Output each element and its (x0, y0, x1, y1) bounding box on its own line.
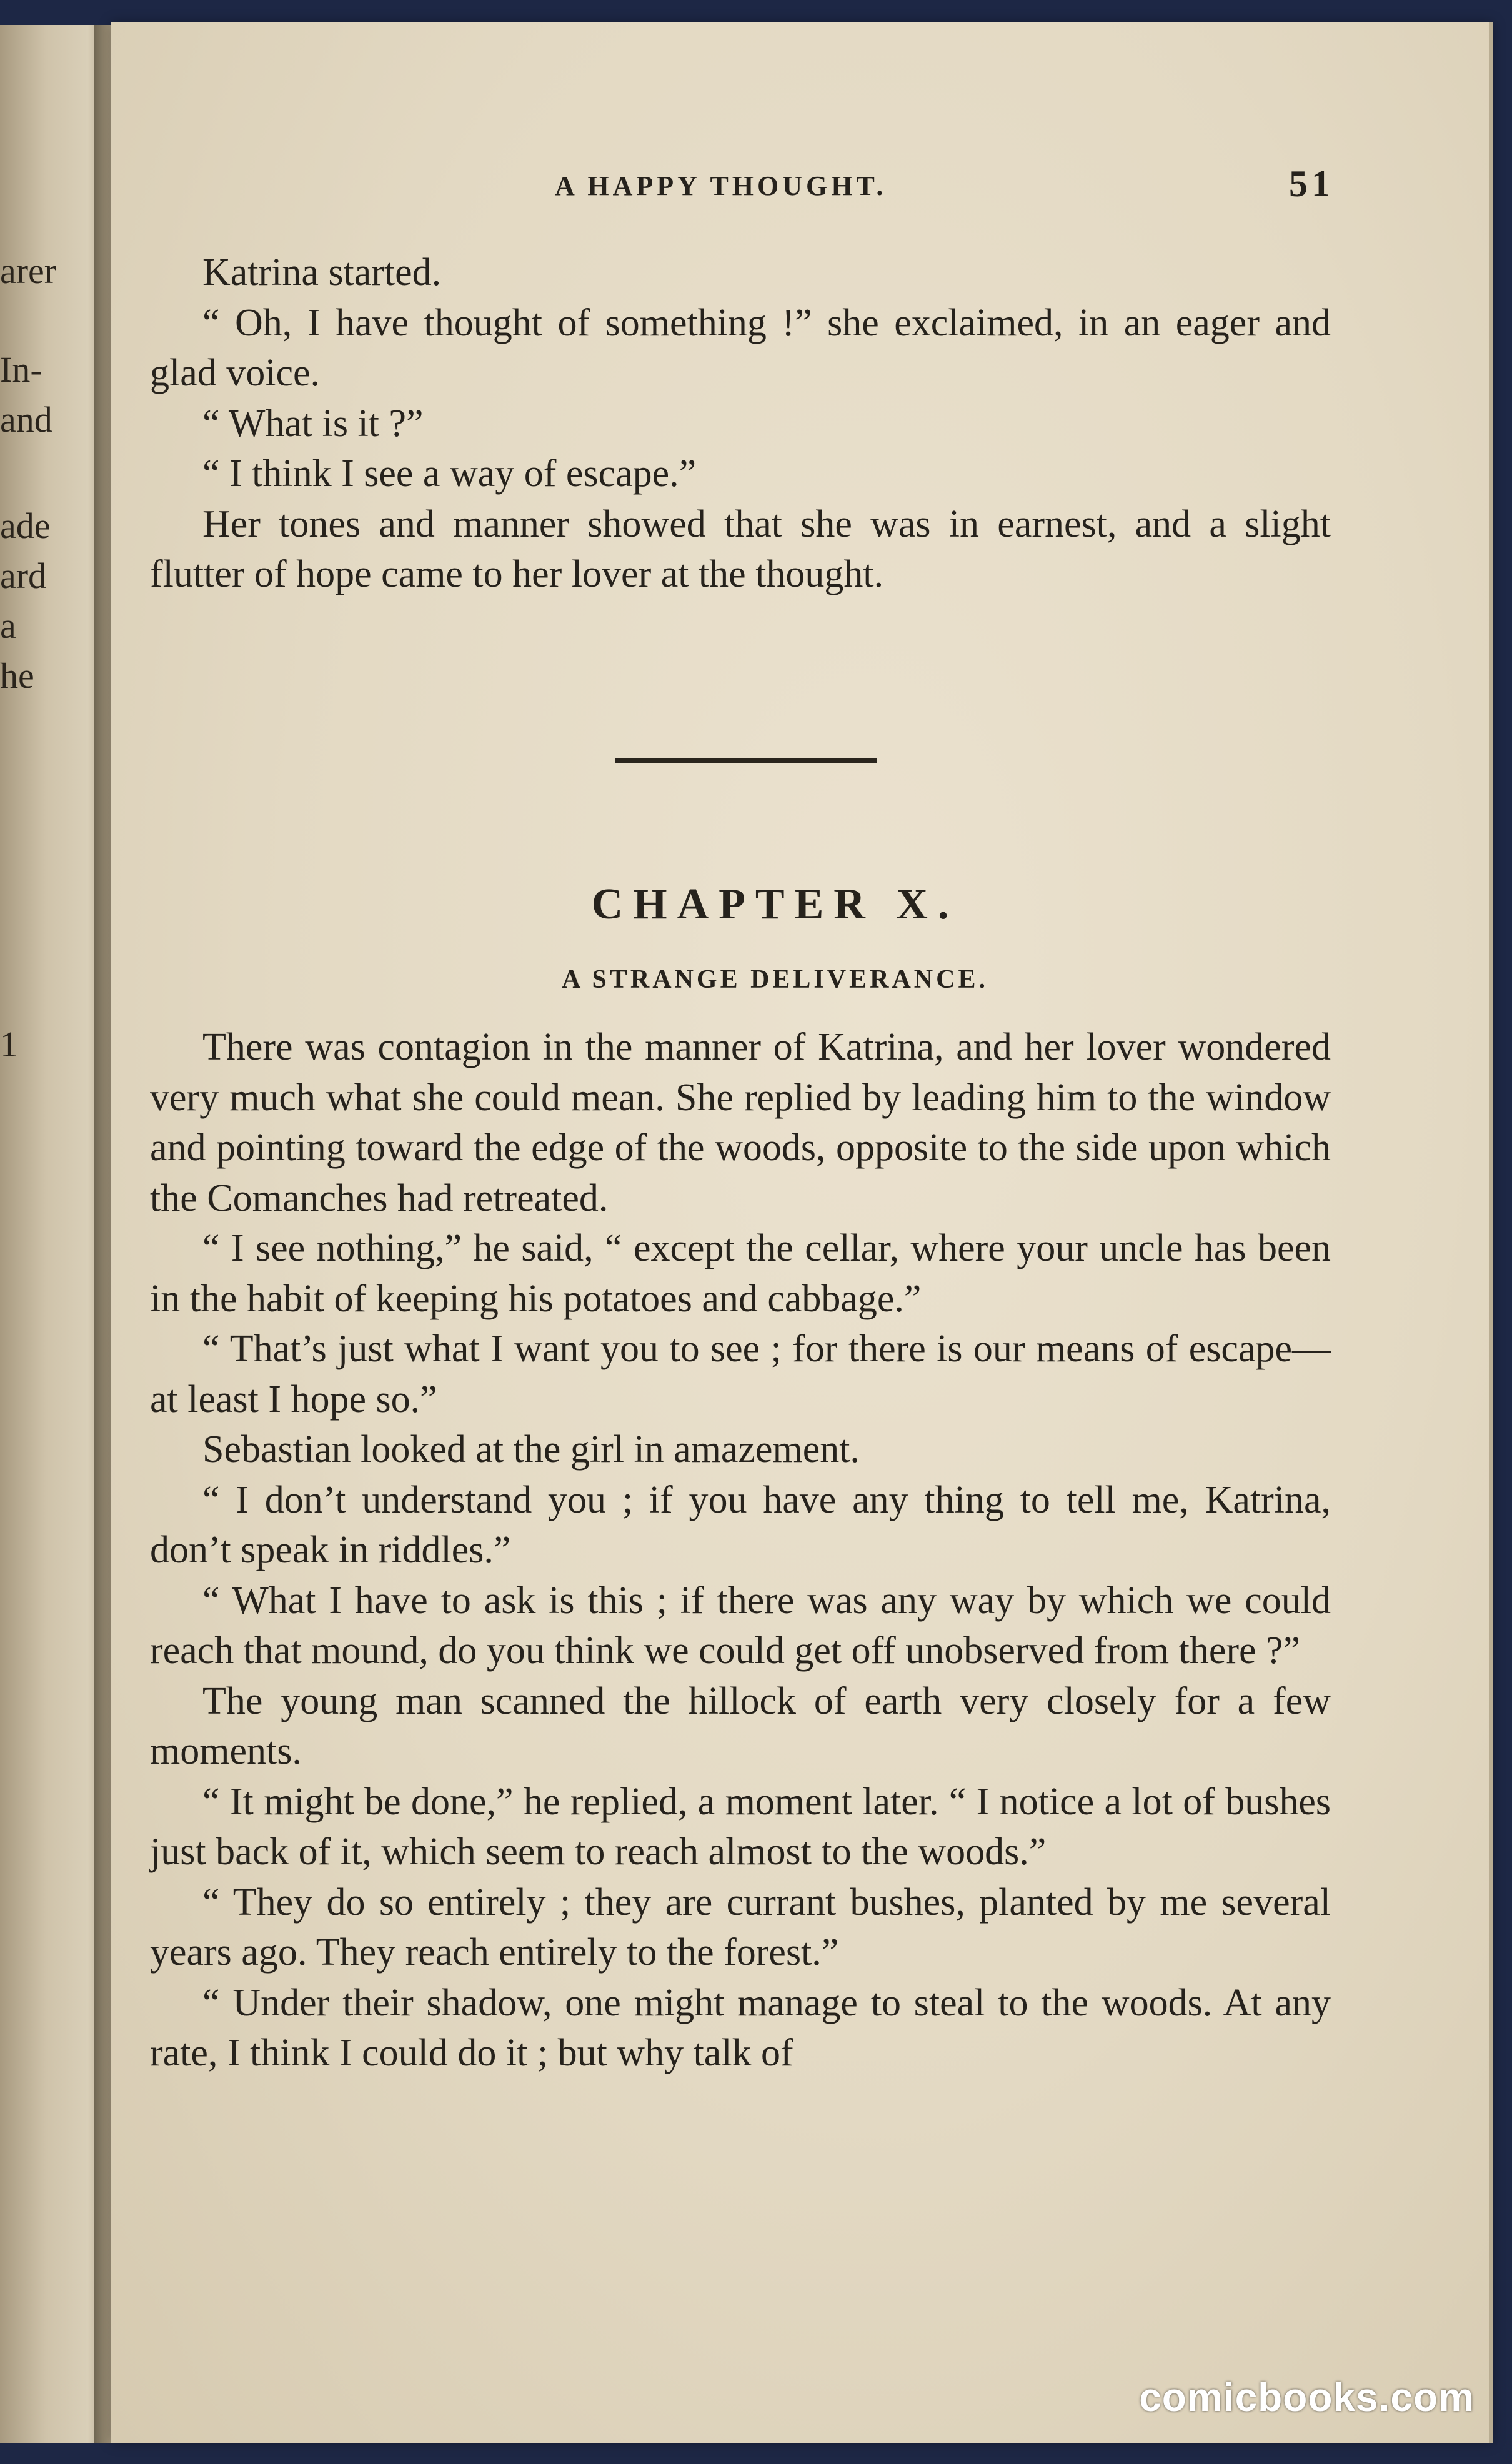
left-page-edge (0, 25, 103, 2443)
paragraph: “ They do so entirely ; they are currant bushes, planted by me several years ago. They reach entirely to the forest.” (150, 1880, 1331, 1974)
top-text-block (150, 247, 1331, 600)
paragraph: “ What is it ?” (202, 402, 424, 445)
left-page-fragment: arer (0, 251, 57, 291)
left-page-fragment: and (0, 399, 52, 440)
paragraph: Her tones and manner showed that she was in earnest, and a slight flutter of hope came to her lover at the thought. (150, 502, 1331, 595)
chapter-subtitle-text: A STRANGE DELIVERANCE. (562, 965, 988, 994)
section-divider (615, 758, 877, 763)
paragraph: “ I see nothing,” he said, “ except the cellar, where your uncle has been in the habit of keeping his potatoes and cabbage.” (150, 1227, 1331, 1320)
left-page-fragment: In- (0, 349, 42, 390)
chapter-title-text: CHAPTER X. (591, 880, 959, 928)
left-page-fragment: he (0, 655, 34, 696)
left-page-fragment: a (0, 605, 16, 646)
watermark-text: comicbooks.com (1139, 2375, 1475, 2420)
paragraph: Katrina started. (202, 251, 442, 294)
left-page-fragment: ard (0, 555, 47, 596)
chapter-subtitle (111, 965, 1489, 995)
chapter-text-block (150, 1022, 1331, 2079)
paragraph: “ Oh, I have thought of something !” she exclaimed, in an eager and glad voice. (150, 301, 1331, 394)
page-number: 51 (1289, 163, 1334, 204)
paragraph: There was contagion in the manner of Katrina, and her lover wondered very much what she could mean. She replied by leading him to the window and pointing toward the edge of the woods, opposite to the side upon which the Comanches had retreated. (150, 1026, 1331, 1220)
paragraph: “ I don’t understand you ; if you have any thing to tell me, Katrina, don’t speak in riddles.” (150, 1478, 1331, 1571)
paragraph: “ It might be done,” he replied, a moment later. “ I notice a lot of bushes just back of it, which seem to reach almost to the woods.” (150, 1780, 1331, 1873)
paragraph: “ I think I see a way of escape.” (202, 452, 697, 495)
paragraph: The young man scanned the hillock of earth very closely for a few moments. (150, 1679, 1331, 1772)
left-page-fragment: ade (0, 505, 51, 546)
paragraph: “ That’s just what I want you to see ; for there is our means of escape—at least I hope so.” (150, 1328, 1331, 1421)
chapter-title (111, 880, 1489, 930)
running-head-title: A HAPPY THOUGHT. (555, 171, 887, 201)
paragraph: “ Under their shadow, one might manage to steal to the woods. At any rate, I think I could do it ; but why talk of (150, 1981, 1331, 2074)
paragraph: “ What I have to ask is this ; if there was any way by which we could reach that mound, do you think we could get off unobserved from there ?” (150, 1579, 1331, 1672)
paragraph: Sebastian looked at the girl in amazement. (202, 1428, 860, 1471)
left-page-fragment: 1 (0, 1024, 18, 1065)
book-page (111, 22, 1493, 2443)
